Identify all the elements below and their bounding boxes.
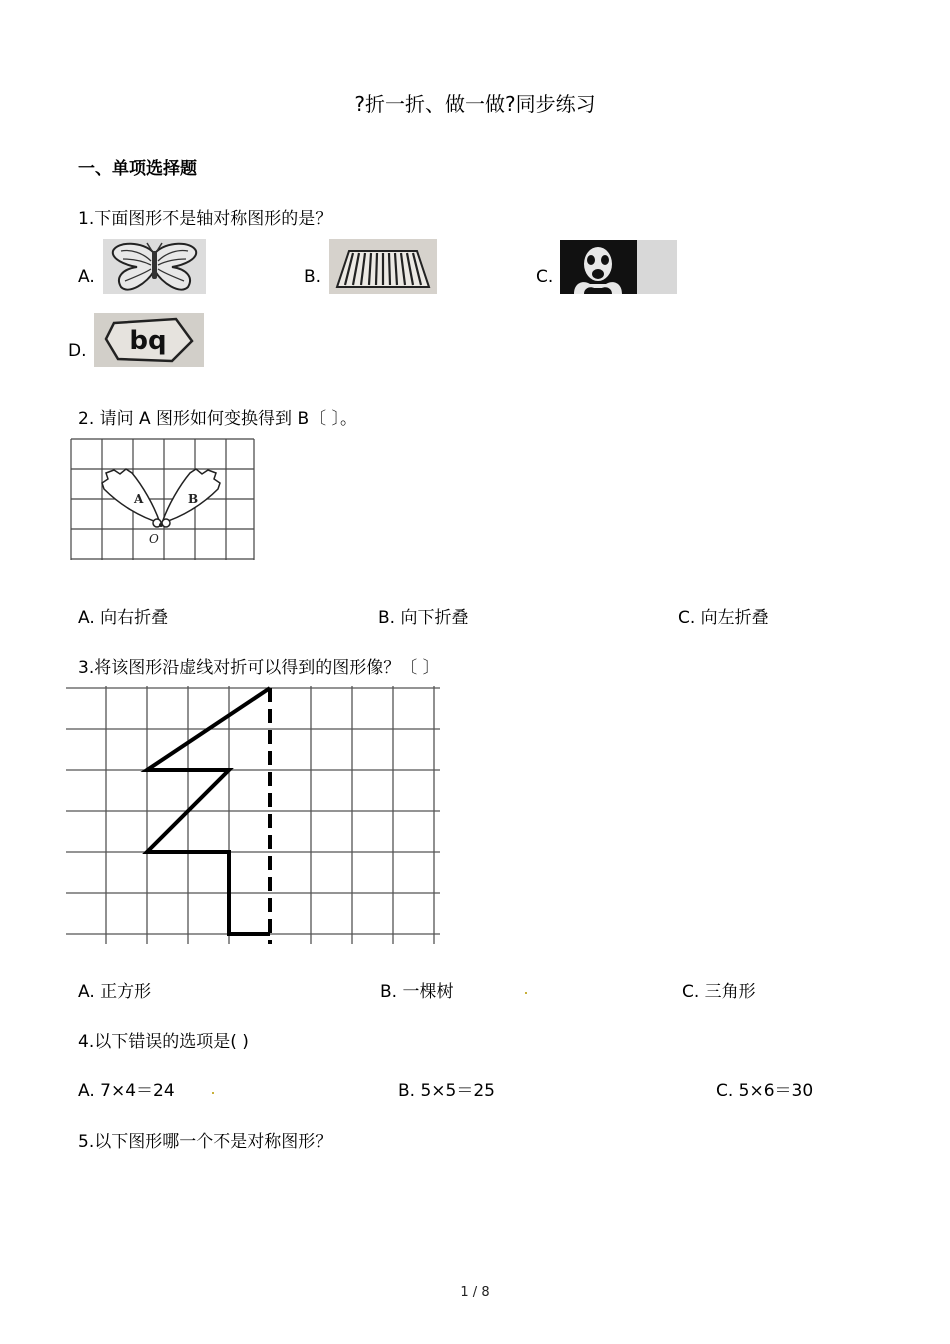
question-4-text: 4.以下错误的选项是( ): [78, 1032, 249, 1052]
question-1-text: 1.下面图形不是轴对称图形的是？: [78, 209, 333, 229]
butterfly-icon[interactable]: [103, 239, 206, 294]
speck-mark: [212, 1092, 214, 1094]
label-a: A: [134, 492, 144, 506]
label-b: B: [188, 492, 199, 506]
q2-option-a[interactable]: A. 向右折叠: [78, 608, 169, 628]
q3-option-b[interactable]: B. 一棵树: [380, 982, 454, 1002]
lampshade-icon[interactable]: [329, 239, 437, 294]
q1-option-a-label[interactable]: A.: [78, 267, 95, 287]
q1-d-text: bq: [129, 326, 167, 356]
q4-option-a[interactable]: A. 7×4＝24: [78, 1081, 175, 1101]
speck-mark: [525, 992, 527, 994]
label-o: O: [149, 532, 159, 546]
q4-option-c[interactable]: C. 5×6＝30: [716, 1081, 814, 1101]
section-heading: 一、单项选择题: [78, 159, 197, 179]
bq-pentagon-icon[interactable]: [94, 313, 204, 367]
question-5-text: 5.以下图形哪一个不是对称图形？: [78, 1132, 333, 1152]
q1-option-d-label[interactable]: D.: [68, 341, 87, 361]
question-2-text: 2. 请问 A 图形如何变换得到 B〔 〕。: [78, 409, 358, 429]
q3-option-a[interactable]: A. 正方形: [78, 982, 152, 1002]
question-3-text: 3.将该图形沿虚线对折可以得到的图形像？〔 〕: [78, 658, 440, 678]
q3-option-c[interactable]: C. 三角形: [682, 982, 756, 1002]
page-title: ?折一折、做一做?同步练习: [354, 92, 596, 116]
q4-option-b[interactable]: B. 5×5＝25: [398, 1081, 495, 1101]
mask-icon[interactable]: [560, 240, 677, 294]
q1-option-c-label[interactable]: C.: [536, 267, 554, 287]
q2-option-c[interactable]: C. 向左折叠: [678, 608, 769, 628]
page-number: 1 / 8: [460, 1285, 490, 1300]
q2-option-b[interactable]: B. 向下折叠: [378, 608, 469, 628]
petal-grid-figure: [68, 437, 256, 561]
q1-option-b-label[interactable]: B.: [304, 267, 322, 287]
fold-grid-figure: [66, 686, 442, 944]
